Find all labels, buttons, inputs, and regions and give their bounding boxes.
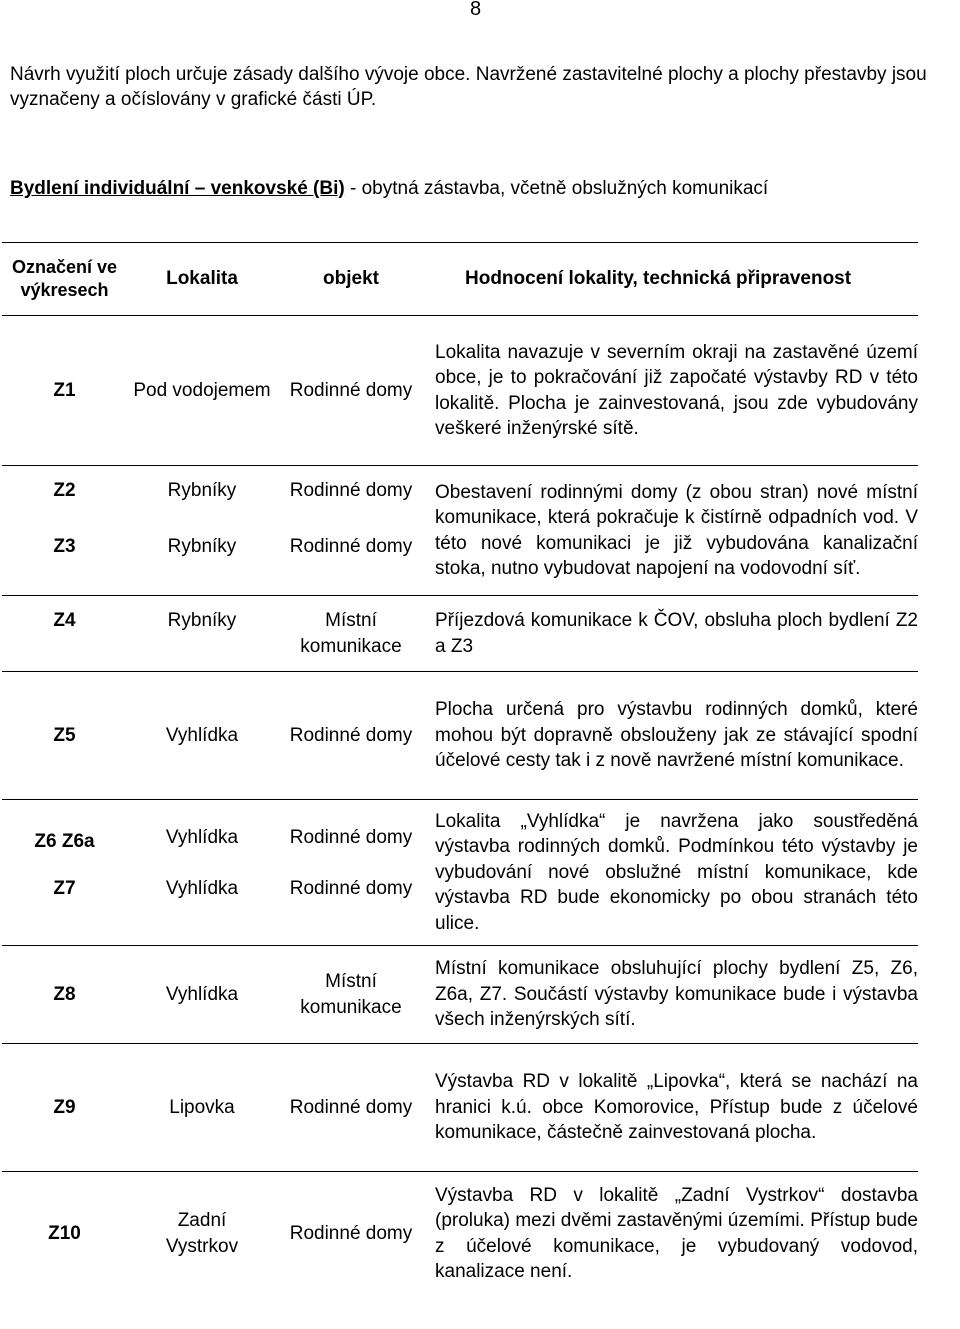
row-object: Místní komunikace <box>277 596 425 672</box>
table-row <box>2 1172 918 1296</box>
row-evaluation-text: Místní komunikace obsluhující plochy bydlení Z5, Z6, Z6a, Z7. Součástí výstavby komunikace bude i výstavba všech inženýrských sítí. <box>435 958 918 1031</box>
table-row <box>2 946 918 1044</box>
header-object: objekt <box>277 243 425 316</box>
row-evaluation-text: Obestavení rodinnými domy (z obou stran) nové místní komunikace, která pokračuje k čistírně odpadních vod. V této nové komunikaci je již vybudována kanalizační stoka, nutno vybudovat napojení na vodovodní síť. <box>435 481 918 579</box>
row-locality: Vyhlídka <box>127 672 277 800</box>
table-row <box>2 466 918 534</box>
row-object: Místní komunikace <box>277 946 425 1044</box>
row-evaluation-text: Plocha určená pro výstavbu rodinných domků, které mohou být dopravně obslouženy jak ze stávající spodní účelové cesty tak i z nově navržené místní komunikace. <box>435 699 918 772</box>
row-locality: Vyhlídka <box>127 946 277 1044</box>
table-header-row <box>2 243 918 316</box>
row-evaluation <box>425 316 918 466</box>
row-evaluation-text: Výstavba RD v lokalitě „Lipovka“, která se nachází na hranici k.ú. obce Komorovice, Přístup bude z účelové komunikace, částečně zainvestovaná plocha. <box>435 1071 918 1144</box>
row-object: Rodinné domy <box>277 466 425 534</box>
table-row <box>2 672 918 800</box>
row-object: Rodinné domy <box>277 1172 425 1296</box>
row-code: Z9 <box>2 1044 127 1172</box>
row-locality: Zadní Vystrkov <box>127 1172 277 1296</box>
row-evaluation <box>425 596 918 672</box>
row-locality: Rybníky <box>127 466 277 534</box>
row-locality: Rybníky <box>167 535 237 557</box>
row-evaluation-text: Příjezdová komunikace k ČOV, obsluha ploch bydlení Z2 a Z3 <box>435 610 918 657</box>
row-locality: Lipovka <box>127 1044 277 1172</box>
row-code: Z4 <box>2 596 127 672</box>
header-locality: Lokalita <box>127 243 277 316</box>
table-row <box>2 800 918 876</box>
row-locality: Vyhlídka <box>127 800 277 876</box>
row-evaluation <box>425 800 918 946</box>
table-row <box>2 596 918 672</box>
row-code: Z3 <box>53 535 76 557</box>
row-code: Z7 <box>53 877 76 899</box>
header-evaluation: Hodnocení lokality, technická připravenost <box>425 243 918 316</box>
row-code: Z2 <box>2 466 127 534</box>
row-object: Rodinné domy <box>289 877 413 899</box>
row-code: Z10 <box>2 1172 127 1296</box>
section-heading-rest: - obytná zástavba, včetně obslužných komunikací <box>344 178 769 199</box>
section-heading-bold: Bydlení individuální – venkovské (Bi) <box>10 178 345 199</box>
intro-paragraph: Návrh využití ploch určuje zásady dalšího vývoje obce. Navržené zastavitelné plochy a plochy přestavby jsou vyznačeny a očíslovány v grafické části ÚP. <box>10 64 927 110</box>
table-row <box>2 1044 918 1172</box>
page-number: 8 <box>470 0 482 20</box>
localities-table <box>2 242 918 1296</box>
row-object: Rodinné domy <box>277 316 425 466</box>
row-object: Rodinné domy <box>289 535 413 557</box>
row-code: Z5 <box>2 672 127 800</box>
row-code: Z1 <box>2 316 127 466</box>
row-code: Z6 Z6a <box>2 800 127 876</box>
section-heading <box>10 176 768 201</box>
row-evaluation <box>425 1172 918 1296</box>
row-locality: Vyhlídka <box>165 877 239 899</box>
row-object: Rodinné domy <box>277 672 425 800</box>
row-locality: Rybníky <box>127 596 277 672</box>
row-evaluation-text: Výstavba RD v lokalitě „Zadní Vystrkov“ dostavba (proluka) mezi dvěmi zastavěnými územími. Přístup bude z účelové komunikace, je vybudovaný vodovod, kanalizace není. <box>435 1184 918 1283</box>
row-object: Rodinné domy <box>277 1044 425 1172</box>
table-row <box>2 316 918 466</box>
row-evaluation <box>425 946 918 1044</box>
row-evaluation <box>425 1044 918 1172</box>
row-evaluation <box>425 672 918 800</box>
row-evaluation-text: Lokalita „Vyhlídka“ je navržena jako soustředěná výstavba rodinných domků. Podmínkou této výstavby je vybudování nové obslužné místní komunikace, kde výstavba RD bude ekonomicky po obou stranách této ulice. <box>435 810 918 934</box>
row-evaluation-text: Lokalita navazuje v severním okraji na zastavěné území obce, je to pokračování již započaté výstavby RD v této lokalitě. Plocha je zainvestovaná, jsou zde vybudovány veškeré inženýrské sítě. <box>435 341 918 439</box>
row-code: Z8 <box>2 946 127 1044</box>
header-code: Označení ve výkresech <box>2 243 127 316</box>
row-evaluation <box>425 466 918 596</box>
row-object: Rodinné domy <box>277 800 425 876</box>
row-locality: Pod vodojemem <box>127 316 277 466</box>
